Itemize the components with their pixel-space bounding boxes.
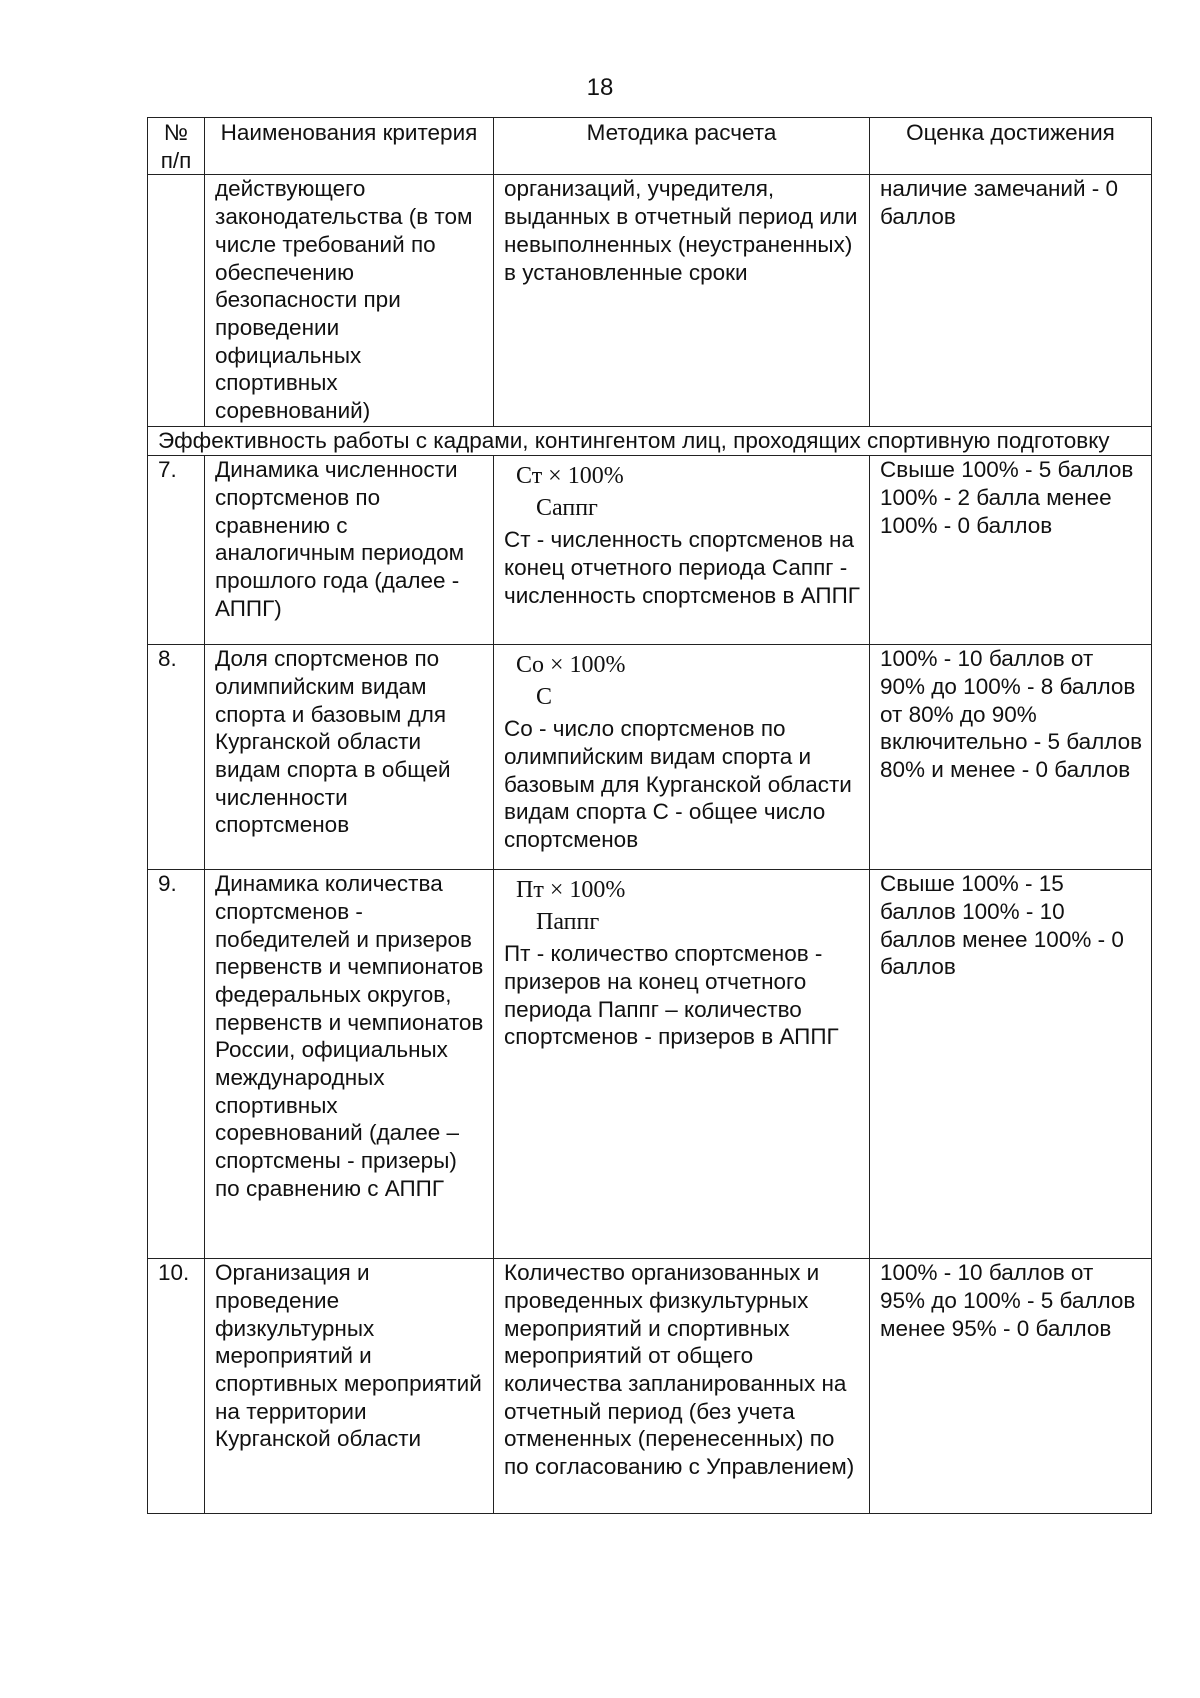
criteria-table — [147, 117, 1152, 1514]
criterion-name: Доля спортсменов по олимпийским видам спорта и базовым для Курганской области видам спорта в общей численности спортсменов — [205, 645, 494, 870]
criterion-name: действующего законодательства (в том числе требований по обеспечению безопасности при проведении официальных спортивных соревнований) — [205, 175, 494, 427]
row-number: 9. — [148, 870, 205, 1259]
table-row — [148, 456, 1152, 645]
formula-denominator: С — [536, 684, 553, 711]
table-header-row — [148, 118, 1152, 175]
achievement-score: Свыше 100% - 15 баллов 100% - 10 баллов менее 100% - 0 баллов — [870, 870, 1152, 1259]
criterion-name: Динамика численности спортсменов по сравнению с аналогичным периодом прошлого года (далее - АППГ) — [205, 456, 494, 645]
header-calculation-method: Методика расчета — [494, 118, 870, 175]
achievement-score: 100% - 10 баллов от 90% до 100% - 8 баллов от 80% до 90% включительно - 5 баллов 80% и менее - 0 баллов — [870, 645, 1152, 870]
table-row — [148, 175, 1152, 427]
formula — [504, 870, 861, 940]
calculation-method: Ст - численность спортсменов на конец отчетного периода Саппг - численность спортсменов в АППГ — [504, 527, 860, 608]
formula-denominator: Саппг — [536, 495, 598, 522]
formula-denominator: Паппг — [536, 909, 600, 936]
section-title: Эффективность работы с кадрами, контингентом лиц, проходящих спортивную подготовку — [148, 427, 1152, 456]
achievement-score: 100% - 10 баллов от 95% до 100% - 5 баллов менее 95% - 0 баллов — [870, 1259, 1152, 1514]
table-row — [148, 645, 1152, 870]
table-row — [148, 870, 1152, 1259]
header-criterion-name: Наименования критерия — [205, 118, 494, 175]
calculation-method: Пт - количество спортсменов - призеров на конец отчетного периода Паппг – количество спортсменов - призеров в АППГ — [504, 941, 839, 1050]
section-row — [148, 427, 1152, 456]
formula-numerator: Пт × 100% — [516, 877, 626, 904]
calculation-method: Количество организованных и проведенных физкультурных мероприятий и спортивных мероприятий от общего количества запланированных на отчетный период (без учета отмененных (перенесенных) по по согласованию с Управлением) — [494, 1259, 870, 1514]
achievement-score: Свыше 100% - 5 баллов 100% - 2 балла менее 100% - 0 баллов — [870, 456, 1152, 645]
achievement-score: наличие замечаний - 0 баллов — [870, 175, 1152, 427]
calculation-method-cell — [494, 456, 870, 645]
header-number: № п/п — [148, 118, 205, 175]
table-row — [148, 1259, 1152, 1514]
calculation-method: Со - число спортсменов по олимпийским видам спорта и базовым для Курганской области видам спорта С - общее число спортсменов — [504, 716, 852, 852]
header-achievement-score: Оценка достижения — [870, 118, 1152, 175]
row-number: 10. — [148, 1259, 205, 1514]
row-number: 7. — [148, 456, 205, 645]
calculation-method-cell — [494, 645, 870, 870]
formula — [504, 645, 861, 715]
row-number — [148, 175, 205, 427]
page-number: 18 — [586, 74, 614, 101]
calculation-method-cell — [494, 870, 870, 1259]
formula-numerator: Со × 100% — [516, 652, 626, 679]
formula — [504, 456, 861, 526]
criterion-name: Динамика количества спортсменов - победителей и призеров первенств и чемпионатов федеральных округов, первенств и чемпионатов России, официальных международных спортивных соревнований (далее – спортсмены - призеры) по сравнению с АППГ — [205, 870, 494, 1259]
criterion-name: Организация и проведение физкультурных мероприятий и спортивных мероприятий на территории Курганской области — [205, 1259, 494, 1514]
calculation-method: организаций, учредителя, выданных в отчетный период или невыполненных (неустраненных) в установленные сроки — [494, 175, 870, 427]
formula-numerator: Ст × 100% — [516, 463, 624, 490]
row-number: 8. — [148, 645, 205, 870]
